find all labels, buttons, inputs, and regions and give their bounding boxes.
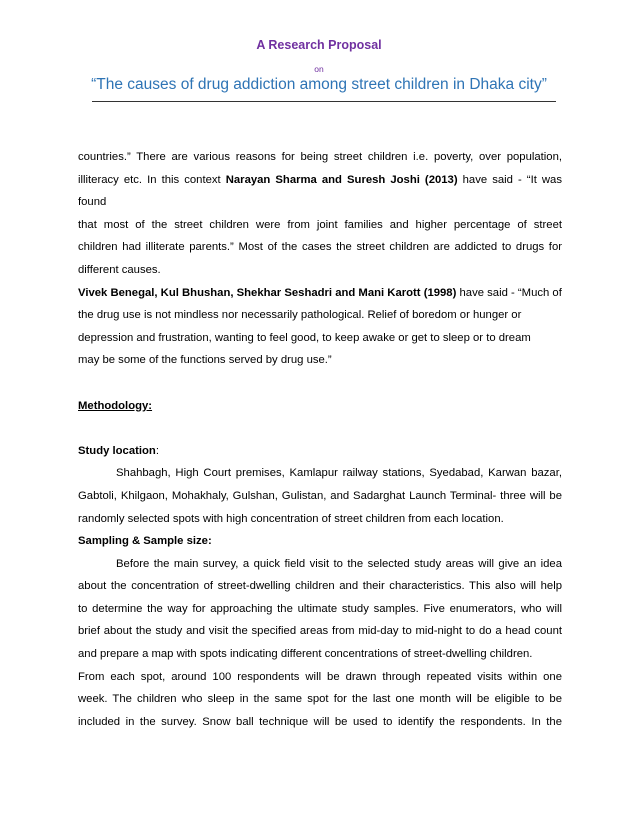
paragraph-line: Gabtoli, Khilgaon, Mohakhaly, Gulshan, Gulistan, and Sadarghat Launch Terminal- three will be [78,489,562,502]
paragraph-line: to determine the way for approaching the ultimate study samples. Five enumerators, who will [78,602,562,615]
paragraph-line: children had illiterate parents.” Most of the cases the street children are addicted to drugs for [78,241,562,254]
paragraph-line: illiteracy etc. In this context Narayan Sharma and Suresh Joshi (2013) have said - “It was found [78,173,562,209]
citation-benegal-et-al: Vivek Benegal, Kul Bhushan, Shekhar Seshadri and Mani Karott (1998) [78,286,457,299]
paragraph-line: different causes. [78,263,161,276]
paragraph-line: that most of the street children were from joint families and higher percentage of street [78,218,562,231]
paragraph-line: brief about the study and visit the specified areas from mid-day to mid-night to do a head count [78,625,562,638]
paragraph-line: included in the survey. Snow ball technique will be used to identify the respondents. In the [78,715,562,728]
document-body [78,146,562,733]
sampling-heading: Sampling & Sample size: [78,535,212,548]
paragraph-line: about the concentration of street-dwelling children and their characteristics. This also will help [78,580,562,593]
study-location-heading: Study location: [78,444,159,457]
title-connector: on [314,64,324,74]
paragraph-line: Shahbagh, High Court premises, Kamlapur railway stations, Syedabad, Karwan bazar, [116,467,562,480]
paragraph-line: may be some of the functions served by drug use.” [78,354,332,367]
paragraph-line: week. The children who sleep in the same spot for the last one month will be eligible to be [78,693,562,706]
paragraph-line: randomly selected spots with high concentration of street children from each location. [78,512,504,525]
paragraph-line: depression and frustration, wanting to feel good, to keep awake or get to sleep or to dream [78,331,531,344]
header-rule [92,101,556,102]
document-title: A Research Proposal [256,38,382,52]
paragraph-line: the drug use is not mindless nor necessarily pathological. Relief of boredom or hunger or [78,309,522,322]
document-subtitle: “The causes of drug addiction among street children in Dhaka city” [91,76,547,93]
paragraph-line: From each spot, around 100 respondents will be drawn through repeated visits within one [78,670,562,683]
paragraph-line: countries.” There are various reasons for being street children i.e. poverty, over population, [78,151,562,163]
methodology-heading: Methodology: [78,399,153,412]
paragraph-line: Vivek Benegal, Kul Bhushan, Shekhar Seshadri and Mani Karott (1998) have said - “Much of [78,286,562,299]
paragraph-line: and prepare a map with spots indicating different concentrations of street-dwelling children. [78,648,533,661]
citation-sharma-joshi: Narayan Sharma and Suresh Joshi (2013) [225,173,458,186]
paragraph-line: Before the main survey, a quick field visit to the selected study areas will give an idea [116,557,562,570]
